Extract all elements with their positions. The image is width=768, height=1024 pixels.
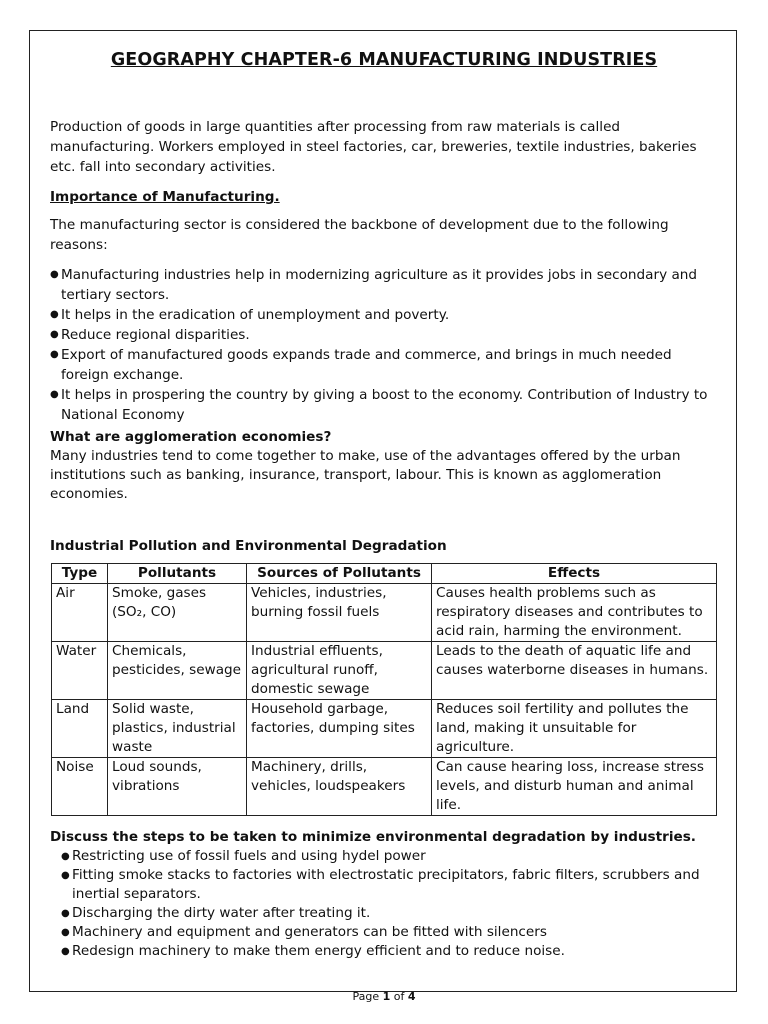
- importance-lead: The manufacturing sector is considered the backbone of development due to the following reasons:: [50, 217, 669, 253]
- table-row: [52, 584, 717, 642]
- table-cell: Noise: [52, 758, 108, 816]
- steps-heading: Discuss the steps to be taken to minimize environmental degradation by industries.: [50, 829, 696, 845]
- table-cell: Machinery, drills, vehicles, loudspeakers: [247, 758, 432, 816]
- table-row: [52, 758, 717, 816]
- column-header: Effects: [432, 564, 717, 584]
- page-footer: Page 1 of 4: [352, 990, 416, 1003]
- table-cell: Household garbage, factories, dumping sites: [247, 700, 432, 758]
- list-item: ● It helps in the eradication of unemployment and poverty.: [50, 305, 722, 325]
- table-cell: Leads to the death of aquatic life and causes waterborne diseases in humans.: [432, 642, 717, 700]
- agglomeration-text: Many industries tend to come together to make, use of the advantages offered by the urban institutions such as banking, insurance, transport, labour. This is known as agglomeration economies.: [50, 448, 681, 502]
- intro-paragraph: Production of goods in large quantities after processing from raw materials is called manufacturing. Workers employed in steel factories, car, breweries, textile industries, bakeries etc. fall into secondary activities.: [50, 119, 697, 175]
- table-cell: Vehicles, industries, burning fossil fuels: [247, 584, 432, 642]
- table-cell: Can cause hearing loss, increase stress levels, and disturb human and animal life.: [432, 758, 717, 816]
- list-item: ● Restricting use of fossil fuels and using hydel power: [61, 847, 722, 866]
- table-cell: Air: [52, 584, 108, 642]
- table-cell: Water: [52, 642, 108, 700]
- list-item: ● Machinery and equipment and generators can be fitted with silencers: [61, 923, 722, 942]
- steps-list: [61, 847, 722, 961]
- importance-section: [50, 187, 722, 425]
- table-cell: Loud sounds, vibrations: [108, 758, 247, 816]
- importance-list: [50, 265, 722, 425]
- list-item: ● Discharging the dirty water after treating it.: [61, 904, 722, 923]
- list-item: ● Reduce regional disparities.: [50, 325, 722, 345]
- importance-heading: Importance of Manufacturing.: [50, 189, 280, 205]
- table-cell: Chemicals, pesticides, sewage: [108, 642, 247, 700]
- list-item: ● Fitting smoke stacks to factories with electrostatic precipitators, fabric filters, scrubbers and inertial separators.: [61, 866, 722, 904]
- pollution-heading-wrap: [50, 536, 722, 556]
- agglomeration-heading: What are agglomeration economies?: [50, 429, 332, 445]
- page-title: GEOGRAPHY CHAPTER-6 MANUFACTURING INDUSTRIES: [110, 50, 658, 70]
- pollution-table: [51, 563, 717, 816]
- table-header-row: [52, 564, 717, 584]
- page-number: 1: [382, 990, 391, 1003]
- agglomeration-section: [50, 428, 722, 504]
- page-total: 4: [407, 990, 416, 1003]
- pollution-heading: Industrial Pollution and Environmental Degradation: [50, 538, 447, 554]
- column-header: Type: [52, 564, 108, 584]
- table-row: [52, 700, 717, 758]
- list-item: ● It helps in prospering the country by giving a boost to the economy. Contribution of Industry to National Economy: [50, 385, 722, 425]
- table-cell: Land: [52, 700, 108, 758]
- column-header: Pollutants: [108, 564, 247, 584]
- table-row: [52, 642, 717, 700]
- table-cell: Solid waste, plastics, industrial waste: [108, 700, 247, 758]
- list-item: ● Export of manufactured goods expands trade and commerce, and brings in much needed foreign exchange.: [50, 345, 722, 385]
- list-item: ● Manufacturing industries help in modernizing agriculture as it provides jobs in secondary and tertiary sectors.: [50, 265, 722, 305]
- table-cell: Causes health problems such as respiratory diseases and contributes to acid rain, harming the environment.: [432, 584, 717, 642]
- steps-section: [50, 828, 722, 961]
- list-item: ● Redesign machinery to make them energy efficient and to reduce noise.: [61, 942, 722, 961]
- column-header: Sources of Pollutants: [247, 564, 432, 584]
- table-cell: Reduces soil fertility and pollutes the land, making it unsuitable for agriculture.: [432, 700, 717, 758]
- table-cell: Industrial effluents, agricultural runoff, domestic sewage: [247, 642, 432, 700]
- table-cell: Smoke, gases (SO₂, CO): [108, 584, 247, 642]
